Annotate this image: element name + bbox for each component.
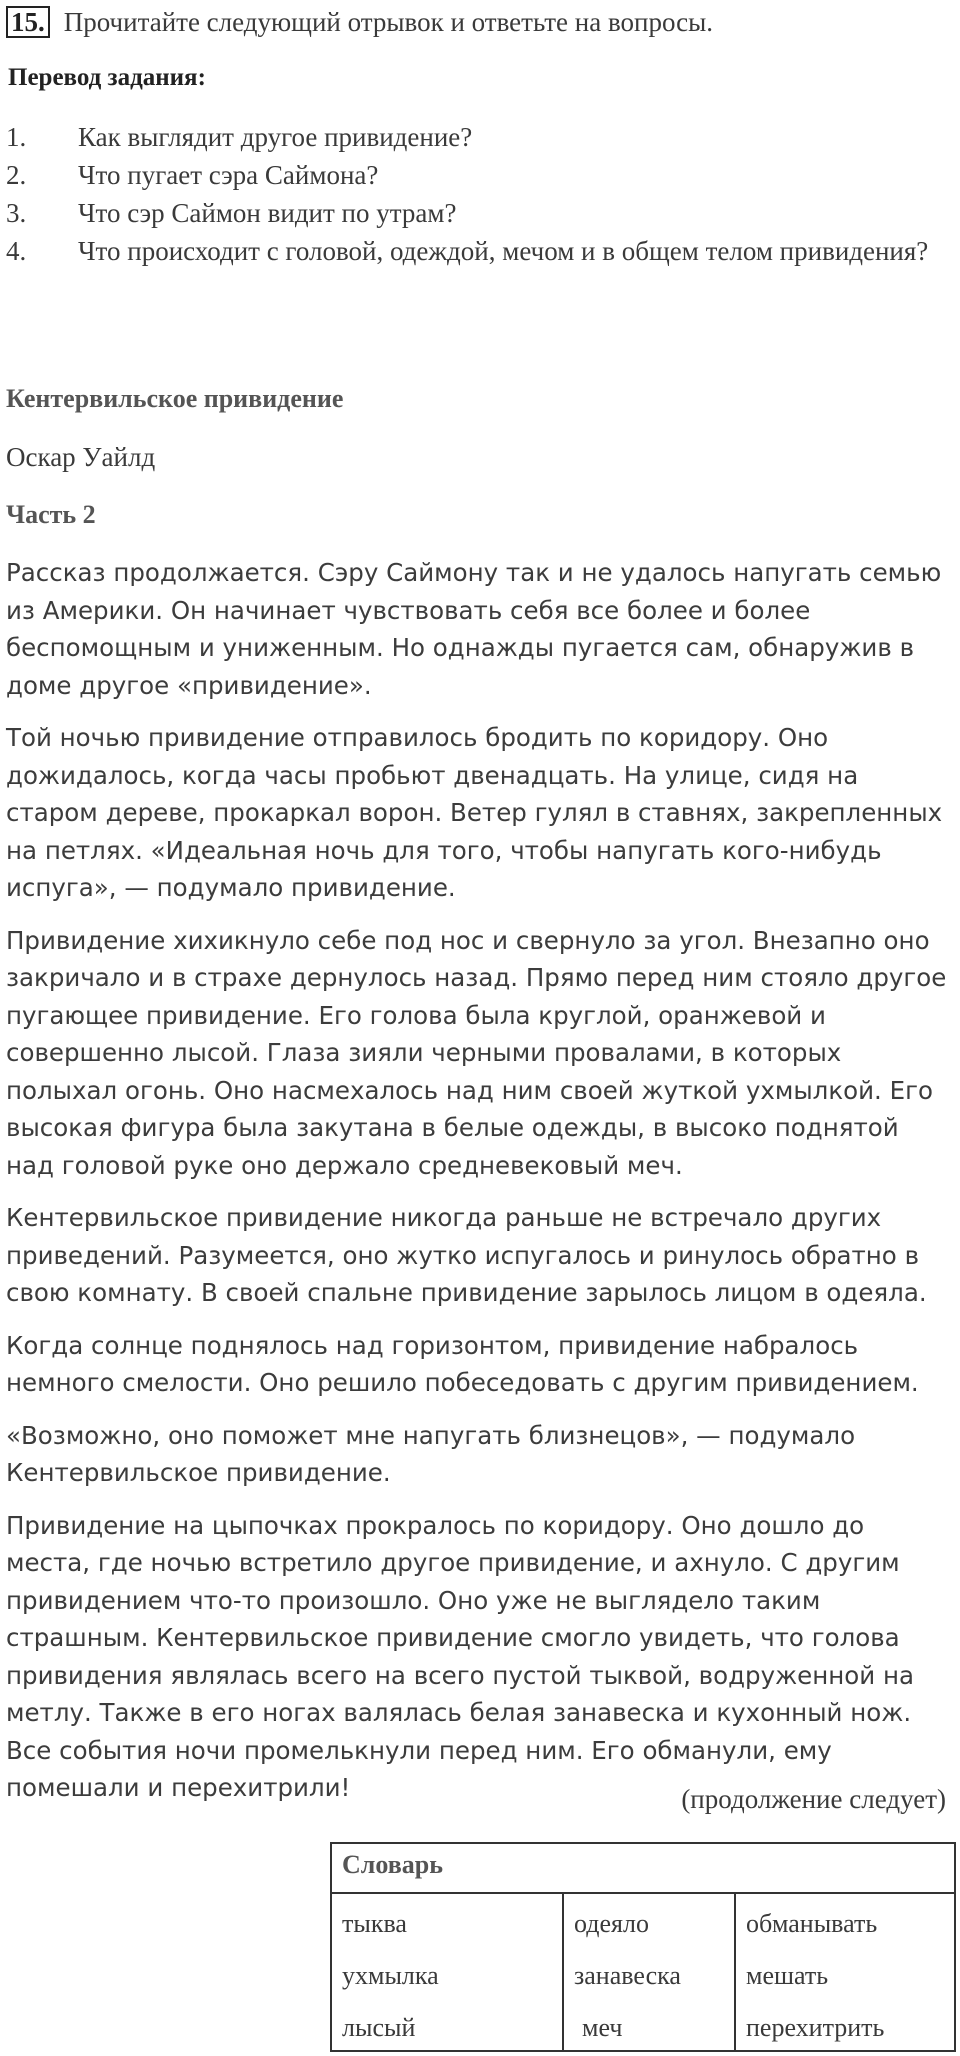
- question-item: [6, 118, 946, 156]
- vocabulary-word: перехитрить: [746, 2013, 885, 2042]
- story-body: [6, 554, 952, 1822]
- vocabulary-word: одеяло: [574, 1909, 649, 1938]
- question-text: Как выглядит другое привидение?: [78, 122, 473, 152]
- vocabulary-title: Словарь: [332, 1844, 954, 1894]
- vocabulary-table: [330, 1842, 956, 2052]
- vocabulary-column: [736, 1894, 954, 2050]
- question-number: 3.: [6, 198, 27, 228]
- story-part: Часть 2: [6, 500, 96, 529]
- task-header: [6, 6, 713, 38]
- story-paragraph: Когда солнце поднялось над горизонтом, привидение набралось немного смелости. Оно решило побеседовать с другим привидением.: [6, 1330, 919, 1397]
- continuation-note: (продолжение следует): [681, 1784, 946, 1814]
- story-paragraph: Привидение на цыпочках прокралось по коридору. Оно дошло до места, где ночью встретило другое привидение, и ахнуло. С другим привидением что-то произошло. Оно уже не выглядело таким страшным. Кентервильское привидение смогло увидеть, что голова привидения являлась всего на всего пустой тыквой, водруженной на метлу. Также в его ногах валялась белая занавеска и кухонный нож. Все события ночи промелькнули перед ним. Его обманули, ему помешали и перехитрили!: [6, 1510, 914, 1802]
- vocabulary-column: [332, 1894, 564, 2050]
- vocabulary-word: меч: [582, 2013, 623, 2042]
- question-number: 2.: [6, 160, 27, 190]
- vocabulary-word: тыква: [342, 1909, 407, 1938]
- question-item: [6, 232, 946, 270]
- story-paragraph: Рассказ продолжается. Сэру Саймону так и не удалось напугать семью из Америки. Он начинает чувствовать себя все более и более беспомощным и униженным. Но однажды пугается сам, обнаружив в доме другое «привидение».: [6, 558, 942, 700]
- story-paragraph: Той ночью привидение отправилось бродить по коридору. Оно дожидалось, когда часы пробьют двенадцать. На улице, сидя на старом дереве, прокаркал ворон. Ветер гулял в ставнях, закрепленных на петлях. «Идеальная ночь для того, чтобы напугать кого-нибудь испуга», — подумало привидение.: [6, 723, 943, 902]
- question-number: 1.: [6, 122, 27, 152]
- story-paragraph: Привидение хихикнуло себе под нос и свернуло за угол. Внезапно оно закричало и в страхе дернулось назад. Прямо перед ним стояло другое пугающее привидение. Его голова была круглой, оранжевой и совершенно лысой. Глаза зияли черными провалами, в которых полыхал огонь. Оно насмехалось над ним своей жуткой ухмылкой. Его высокая фигура была закутана в белые одежды, в высоко поднятой над головой руке оно держало средневековый меч.: [6, 925, 947, 1180]
- question-text: Что пугает сэра Саймона?: [78, 160, 379, 190]
- question-number: 4.: [6, 236, 27, 266]
- task-instruction: Прочитайте следующий отрывок и ответьте на вопросы.: [63, 7, 714, 37]
- task-number: 15.: [6, 6, 50, 38]
- question-item: [6, 156, 946, 194]
- vocabulary-word: ухмылка: [342, 1961, 439, 1990]
- vocabulary-word: занавеска: [574, 1961, 681, 1990]
- question-list: [6, 118, 946, 270]
- question-text: Что происходит с головой, одеждой, мечом и в общем телом привидения?: [78, 236, 929, 266]
- story-author: Оскар Уайлд: [6, 442, 156, 472]
- vocabulary-grid: [332, 1894, 954, 2050]
- vocabulary-column: [564, 1894, 736, 2050]
- vocabulary-word: обманывать: [746, 1909, 878, 1938]
- question-text: Что сэр Саймон видит по утрам?: [78, 198, 457, 228]
- vocabulary-word: мешать: [746, 1961, 829, 1990]
- story-title: Кентервильское привидение: [6, 384, 344, 413]
- vocabulary-word: лысый: [342, 2013, 416, 2042]
- story-paragraph: Кентервильское привидение никогда раньше не встречало других приведений. Разумеется, оно жутко испугалось и ринулось обратно в свою комнату. В своей спальне привидение зарылось лицом в одеяла.: [6, 1203, 927, 1307]
- translation-title: Перевод задания:: [8, 64, 206, 91]
- story-paragraph: «Возможно, оно поможет мне напугать близнецов», — подумало Кентервильское привидение.: [6, 1420, 856, 1487]
- question-item: [6, 194, 946, 232]
